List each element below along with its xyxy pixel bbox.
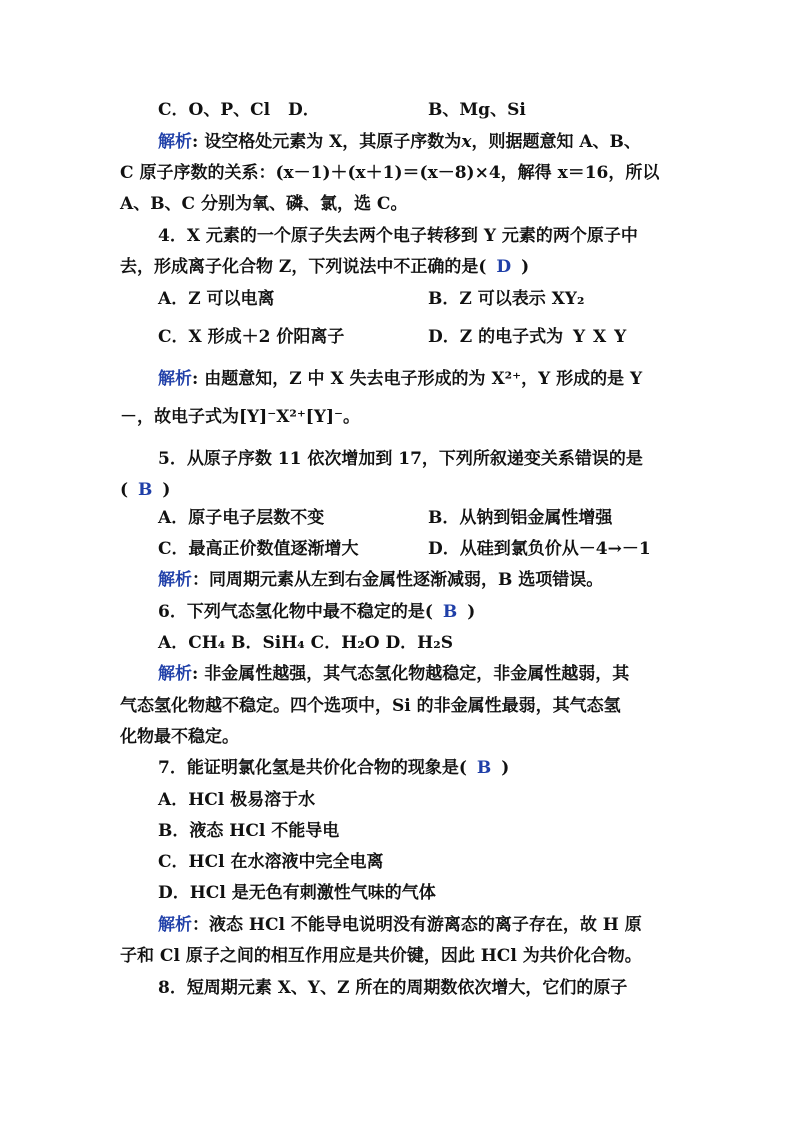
q5-option-d: D．从硅到氯负价从－4→－1	[428, 539, 651, 559]
q4-option-a: A．Z 可以电离	[158, 289, 275, 309]
q7-option-a: A．HCl 极易溶于水	[158, 790, 316, 810]
q6-analysis-line2: 气态氢化物越不稳定。四个选项中，Si 的非金属性最弱，其气态氢	[120, 696, 621, 716]
q6-analysis-label: 解析	[158, 664, 192, 684]
q4-analysis-line1: 解析: 由题意知，Z 中 X 失去电子形成的为 X²⁺，Y 形成的是 Y	[158, 369, 643, 389]
q7-analysis-line1: 解析：液态 HCl 不能导电说明没有游离态的离子存在，故 H 原	[158, 915, 642, 935]
q6-stem: 6．下列气态氢化物中最不稳定的是( B )	[158, 602, 476, 622]
q7-option-c: C．HCl 在水溶液中完全电离	[158, 852, 384, 872]
q4-option-d-formula: Y X Y	[573, 327, 628, 347]
q4-analysis-label: 解析	[158, 369, 192, 389]
q7-analysis-line2: 子和 Cl 原子之间的相互作用应是共价键，因此 HCl 为共价化合物。	[120, 946, 642, 966]
q5-option-c: C．最高正价数值逐渐增大	[158, 539, 359, 559]
q7-answer: B	[476, 758, 492, 778]
q5-analysis: 解析：同周期元素从左到右金属性逐渐减弱，B 选项错误。	[158, 570, 604, 590]
q4-option-d: D．Z 的电子式为 Y X Y	[428, 327, 628, 347]
q6-analysis-line3: 化物最不稳定。	[120, 727, 239, 747]
q4-stem-line1: 4．X 元素的一个原子失去两个电子转移到 Y 元素的两个原子中	[158, 226, 638, 246]
q4-option-c: C．X 形成＋2 价阳离子	[158, 327, 345, 347]
q4-analysis-line2: －，故电子式为[Y]⁻X²⁺[Y]⁻。	[120, 407, 361, 427]
q5-stem-line2: ( B )	[120, 480, 171, 500]
q7-option-d: D．HCl 是无色有刺激性气味的气体	[158, 883, 436, 903]
q3-option-c: C．O、P、Cl	[158, 100, 271, 120]
q7-stem: 7．能证明氯化氢是共价化合物的现象是( B )	[158, 758, 510, 778]
q5-option-b: B．从钠到铝金属性增强	[428, 508, 613, 528]
q3-option-b: B、Mg、Si	[428, 100, 526, 120]
q3-analysis-line1: 解析: 设空格处元素为 X，其原子序数为x，则据题意知 A、B、	[158, 132, 641, 152]
q5-answer: B	[138, 480, 153, 500]
q6-analysis-line1: 解析: 非金属性越强，其气态氢化物越稳定，非金属性越弱，其	[158, 664, 630, 684]
q3-option-d: D．	[288, 100, 320, 120]
q4-option-b: B．Z 可以表示 XY₂	[428, 289, 585, 309]
q4-stem-line2: 去，形成离子化合物 Z，下列说法中不正确的是( D )	[120, 257, 530, 277]
q4-analysis-formula: [Y]⁻X²⁺[Y]⁻	[239, 407, 344, 427]
q5-analysis-label: 解析	[158, 570, 192, 590]
q7-option-b: B．液态 HCl 不能导电	[158, 821, 340, 841]
q6-answer: B	[442, 602, 458, 622]
q5-stem-line1: 5．从原子序数 11 依次增加到 17，下列所叙递变关系错误的是	[158, 449, 643, 469]
q7-analysis-label: 解析	[158, 915, 192, 935]
q6-options: A．CH₄ B．SiH₄ C．H₂O D．H₂S	[158, 633, 453, 653]
q3-analysis-label: 解析	[158, 132, 192, 152]
q3-analysis-line2: C 原子序数的关系：(x－1)＋(x＋1)＝(x－8)×4，解得 x＝16，所以	[120, 163, 660, 183]
q3-options-line	[158, 99, 320, 121]
q8-stem-line1: 8．短周期元素 X、Y、Z 所在的周期数依次增大，它们的原子	[158, 978, 628, 998]
q3-analysis-line3: A、B、C 分别为氧、磷、氯，选 C。	[120, 194, 408, 214]
q5-option-a: A．原子电子层数不变	[158, 508, 325, 528]
q4-answer: D	[496, 257, 512, 277]
